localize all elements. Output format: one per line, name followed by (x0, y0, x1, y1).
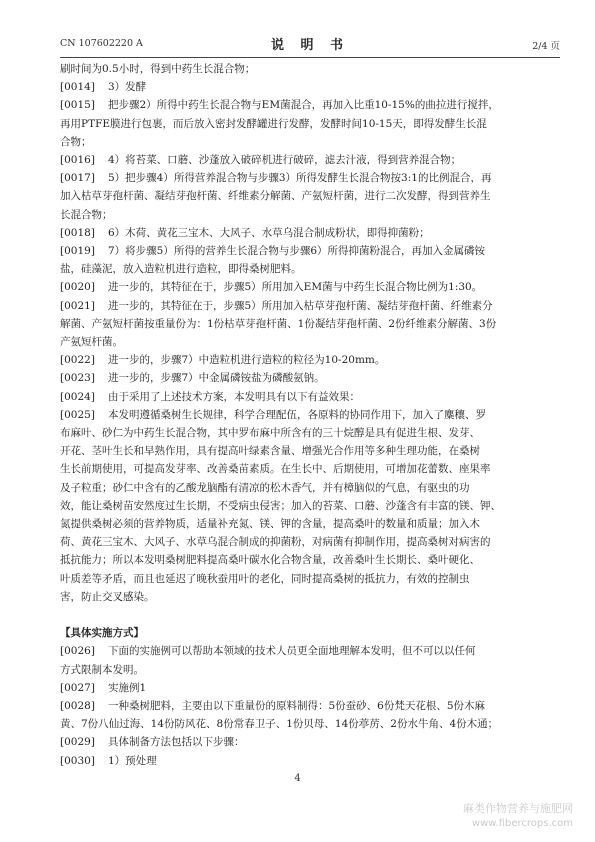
paragraph-number: [0025] (60, 408, 95, 421)
line-text: 害，防止交叉感染。 (60, 590, 155, 603)
page-indicator: 2/4 页 (532, 41, 560, 52)
text-line (60, 369, 560, 387)
section-heading (60, 624, 560, 642)
line-text: 进一步的，步骤7）中造粒机进行造粒的粒径为10-20mm。 (108, 354, 386, 367)
text-line (60, 60, 560, 78)
line-text: 盐，硅藻泥，放入造粒机进行造粒，即得桑树肥料。 (60, 263, 302, 276)
text-line (60, 115, 560, 133)
text-line (60, 333, 560, 351)
text-line (60, 278, 560, 296)
text-line (60, 424, 560, 442)
line-text: 3）发酵 (108, 81, 147, 94)
line-text: 5）把步骤4）所得营养混合物与步骤3）所得发酵生长混合物按3:1的比例混合，再 (108, 172, 492, 185)
paragraph-number: [0015] (60, 99, 95, 112)
text-line (60, 406, 560, 424)
watermark-url: www.fibercrops.com (471, 818, 573, 829)
text-line (60, 642, 560, 660)
text-line (60, 206, 560, 224)
line-text: 生长前期使用，可提高发芽率、改善桑苗素质。在生长中、后期使用，可增加花蕾数、座果率 (60, 463, 491, 476)
document-title: 说 明 书 (270, 38, 350, 53)
document-body (60, 60, 560, 770)
text-line (60, 661, 560, 679)
line-text: 加入枯草芽孢杆菌、凝结芽孢杆菌、纤维素分解菌、产氨短杆菌，进行二次发酵，得到营养生 (60, 190, 491, 203)
line-text: 刷时间为0.5小时，得到中药生长混合物； (60, 63, 256, 75)
text-line (60, 752, 560, 770)
line-text: 开花、茎叶生长和早熟作用，具有提高叶绿素含量、增强光合作用等多种生理功能，在桑树 (60, 445, 480, 458)
text-line (60, 442, 560, 460)
line-text: 进一步的，其特征在于，步骤5）所用加入EM菌与中药生长混合物比例为1:30。 (108, 281, 483, 294)
watermark-site-name: 麻类作物营养与施肥网 (463, 802, 573, 815)
text-line (60, 315, 560, 333)
text-line (60, 169, 560, 187)
text-line (60, 187, 560, 205)
text-line (60, 151, 560, 169)
text-line (60, 697, 560, 715)
text-line (60, 479, 560, 497)
line-text: 一种桑树肥料，主要由以下重量份的原料制得：5份蚕砂、6份梵天花根、5份木麻 (108, 699, 486, 712)
line-text: 实施例1 (108, 681, 147, 694)
line-text: 6）木荷、黄花三宝木、大风子、水草乌混合制成粉状，即得抑菌粉； (108, 226, 430, 239)
line-text: 再用PTFE膜进行包裹，而后放入密封发酵罐进行发酵，发酵时间10-15天，即得发酵生长混 (60, 117, 487, 130)
page-header (60, 34, 560, 54)
line-text: 及子粒重；砂仁中含有的乙酸龙脑酯有清凉的松木香气，并有樟脑似的气息，有驱虫的功 (60, 481, 470, 494)
blank-line (60, 606, 560, 624)
text-line (60, 551, 560, 569)
paragraph-number: [0024] (60, 390, 95, 403)
text-line (60, 497, 560, 515)
line-text: 荷、黄花三宝木、大风子、水草乌混合制成的抑菌粉，对病菌有抑制作用，提高桑树对病害的 (60, 536, 491, 549)
paragraph-number: [0023] (60, 372, 95, 385)
text-line (60, 460, 560, 478)
line-text: 本发明遵循桑树生长规律，科学合理配伍，各原料的协同作用下，加入了麋穰、罗 (108, 408, 486, 421)
text-line (60, 297, 560, 315)
line-text: 4）将苔菜、口蘑、沙蓬放入破碎机进行破碎，滤去汁液，得到营养混合物； (108, 154, 462, 167)
line-text: 布麻叶、砂仁为中药生长混合物，其中罗布麻中所含有的三十烷醇是具有促进生根、发芽、 (60, 427, 480, 440)
paragraph-number: [0028] (60, 699, 95, 712)
text-line (60, 224, 560, 242)
line-text: 具体制备方法包括以下步骤： (108, 736, 245, 749)
text-line (60, 679, 560, 697)
text-line (60, 533, 560, 551)
paragraph-number: [0022] (60, 354, 95, 367)
line-text: 进一步的，其特征在于，步骤5）所用加入枯草芽孢杆菌、凝结芽孢杆菌、纤维素分 (108, 299, 493, 312)
line-text: 合物； (60, 135, 92, 148)
line-text: 进一步的，步骤7）中金属磷铵盐为磷酸氨钠。 (108, 372, 325, 385)
section-heading-text: 【具体实施方式】 (60, 627, 144, 640)
patent-number: CN 107602220 A (60, 38, 143, 49)
line-text: 1）预处理 (108, 754, 157, 767)
paragraph-number: [0030] (60, 754, 95, 767)
text-line (60, 733, 560, 751)
text-line (60, 588, 560, 606)
text-line (60, 570, 560, 588)
line-text: 把步骤2）所得中药生长混合物与EM菌混合，再加入比重10-15%的曲拉进行搅拌， (108, 99, 499, 112)
text-line (60, 388, 560, 406)
line-text: 抵抗能力；所以本发明桑树肥料提高桑叶碳水化合物含量，改善桑叶生长期长、桑叶硬化、 (60, 554, 480, 567)
paragraph-number: [0021] (60, 299, 95, 312)
line-text: 下面的实施例可以帮助本领域的技术人员更全面地理解本发明，但不可以以任何 (108, 645, 476, 658)
line-text: 方式限制本发明。 (60, 663, 144, 676)
paragraph-number: [0026] (60, 645, 95, 658)
paragraph-number: [0018] (60, 226, 95, 239)
text-line (60, 96, 560, 114)
text-line (60, 260, 560, 278)
text-line (60, 242, 560, 260)
paragraph-number: [0014] (60, 81, 95, 94)
line-text: 长混合物； (60, 208, 113, 221)
paragraph-number: [0020] (60, 281, 95, 294)
text-line (60, 133, 560, 151)
text-line (60, 515, 560, 533)
paragraph-number: [0029] (60, 736, 95, 749)
page-number: 4 (294, 773, 301, 784)
line-text: 7）将步骤5）所得的营养生长混合物与步骤6）所得抑菌粉混合，再加入金属磷铵 (108, 245, 486, 258)
line-text: 解菌、产氨短杆菌按重量份为：1份枯草芽孢杆菌、1份凝结芽孢杆菌、2份纤维素分解菌、3份 (60, 317, 497, 330)
text-line (60, 78, 560, 96)
line-text: 由于采用了上述技术方案，本发明具有以下有益效果： (108, 390, 360, 403)
text-line (60, 715, 560, 733)
paragraph-number: [0027] (60, 681, 95, 694)
text-line (60, 351, 560, 369)
line-text: 叶质差等矛盾，而且也延迟了晚秋蚕用叶的老化，同时提高桑树的抵抗力，有效的控制虫 (60, 572, 470, 585)
line-text: 氮提供桑树必须的营养物质，适量补充氮、镁、钾的含量，提高桑叶的数量和质量；加入木 (60, 518, 480, 531)
line-text: 效，能让桑树苗安然度过生长期，不受病虫侵害；加入的苔菜、口蘑、沙蓬含有丰富的镁、钾、 (60, 499, 501, 512)
paragraph-number: [0016] (60, 154, 95, 167)
line-text: 产氨短杆菌。 (60, 336, 123, 349)
paragraph-number: [0019] (60, 245, 95, 258)
paragraph-number: [0017] (60, 172, 95, 185)
header-divider (60, 57, 560, 58)
line-text: 黄、7份八仙过海、14份防风花、8份常春卫子、1份贝母、14份葶苈、2份水牛角、4份木通； (60, 718, 499, 731)
